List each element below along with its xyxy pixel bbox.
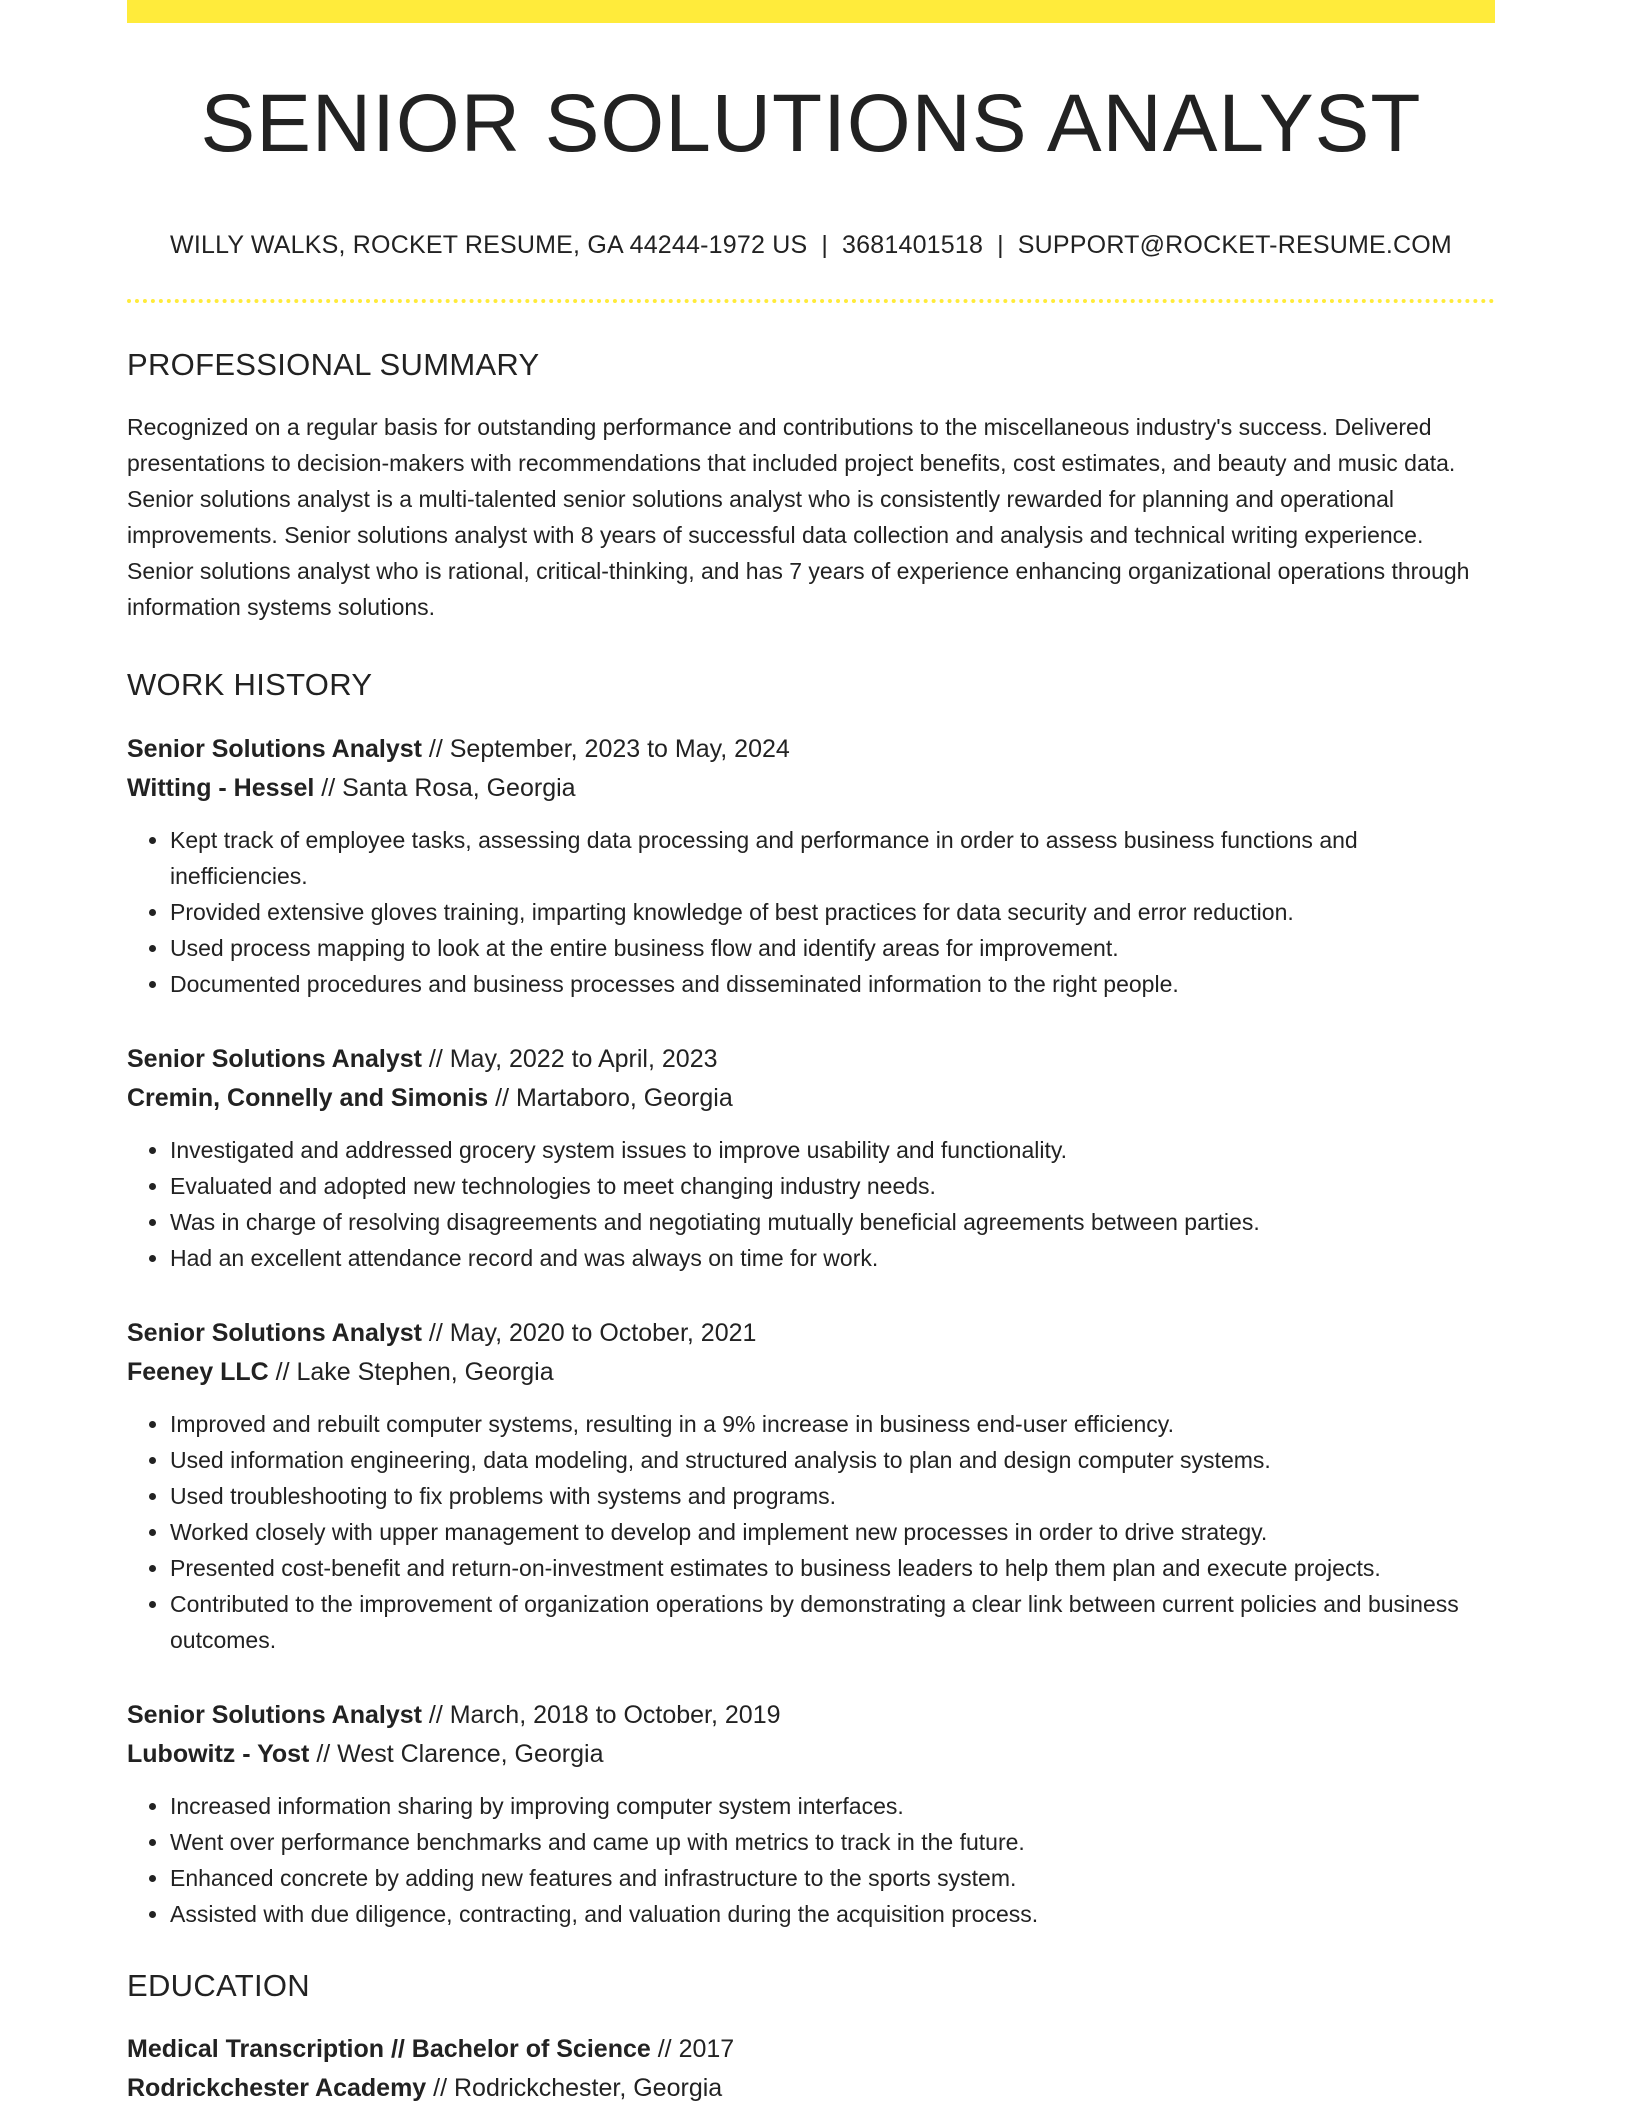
resume-title: SENIOR SOLUTIONS ANALYST [200,78,1422,169]
job-role: Senior Solutions Analyst [127,1319,422,1347]
job-bullet: • Increased information sharing by improving computer system interfaces. [170,1788,1495,1824]
job-title-line [127,1696,1495,1735]
job-dates: // May, 2020 to October, 2021 [421,1319,757,1347]
job-entry [127,1040,1495,1276]
education-school-line [127,2069,1495,2108]
job-company-line [127,769,1495,808]
job-title-line [127,1314,1495,1353]
job-bullet: • Used troubleshooting to fix problems with systems and programs. [170,1478,1495,1514]
job-company: Cremin, Connelly and Simonis [127,1084,489,1112]
education-degree-line [127,2030,1495,2069]
job-location: // Santa Rosa, Georgia [314,774,576,802]
contact-phone: 3681401518 [842,231,984,259]
job-company: Lubowitz - Yost [127,1740,310,1768]
job-bullet-list [127,1132,1495,1276]
job-company: Feeney LLC [127,1358,269,1386]
education-degree: Medical Transcription // Bachelor of Science [127,2035,651,2063]
job-bullet: • Used process mapping to look at the entire business flow and identify areas for improvement. [170,930,1495,966]
job-bullet: • Documented procedures and business processes and disseminated information to the right people. [170,966,1495,1002]
job-bullet: • Presented cost-benefit and return-on-investment estimates to business leaders to help them plan and execute projects. [170,1550,1495,1586]
job-bullet: • Kept track of employee tasks, assessing data processing and performance in order to assess business functions and inefficiencies. [170,822,1495,894]
education-entry [127,2030,1495,2108]
job-company: Witting - Hessel [127,774,315,802]
job-location: // Martaboro, Georgia [488,1084,733,1112]
work-history-heading: WORK HISTORY [127,667,373,702]
job-bullet: • Had an excellent attendance record and was always on time for work. [170,1240,1495,1276]
job-bullet: • Evaluated and adopted new technologies to meet changing industry needs. [170,1168,1495,1204]
job-role: Senior Solutions Analyst [127,1701,422,1729]
job-bullet: • Assisted with due diligence, contracting, and valuation during the acquisition process. [170,1896,1495,1932]
accent-top-bar [127,0,1495,23]
job-title-line [127,1040,1495,1079]
resume-page [127,0,1495,2108]
job-location: // Lake Stephen, Georgia [268,1358,554,1386]
job-dates: // May, 2022 to April, 2023 [421,1045,718,1073]
job-title-line [127,730,1495,769]
job-bullet-list [127,1788,1495,1932]
contact-line [127,231,1495,260]
job-bullet: • Improved and rebuilt computer systems, resulting in a 9% increase in business end-user efficiency. [170,1406,1495,1442]
education-location: // Rodrickchester, Georgia [426,2074,723,2102]
job-role: Senior Solutions Analyst [127,1045,422,1073]
contact-email: SUPPORT@ROCKET-RESUME.COM [1017,231,1452,259]
job-bullet: • Provided extensive gloves training, imparting knowledge of best practices for data security and error reduction. [170,894,1495,930]
job-company-line [127,1353,1495,1392]
contact-address: WILLY WALKS, ROCKET RESUME, GA 44244-1972 US [170,231,808,259]
job-location: // West Clarence, Georgia [309,1740,604,1768]
job-entry [127,1314,1495,1658]
job-bullet-list [127,822,1495,1002]
job-bullet: • Went over performance benchmarks and came up with metrics to track in the future. [170,1824,1495,1860]
job-bullet: • Contributed to the improvement of organization operations by demonstrating a clear link between current policies and business outcomes. [170,1586,1495,1658]
dotted-divider [127,299,1495,303]
contact-separator: | [997,231,1004,259]
job-dates: // March, 2018 to October, 2019 [421,1701,781,1729]
job-dates: // September, 2023 to May, 2024 [421,735,790,763]
job-company-line [127,1079,1495,1118]
job-entry [127,730,1495,1002]
education-school: Rodrickchester Academy [127,2074,427,2102]
job-bullet: • Was in charge of resolving disagreements and negotiating mutually beneficial agreements between parties. [170,1204,1495,1240]
job-entry [127,1696,1495,1932]
job-bullet: • Investigated and addressed grocery system issues to improve usability and functionality. [170,1132,1495,1168]
summary-heading: PROFESSIONAL SUMMARY [127,347,540,382]
job-bullet-list [127,1406,1495,1658]
work-history-list [127,730,1495,1932]
job-role: Senior Solutions Analyst [127,735,422,763]
job-company-line [127,1735,1495,1774]
job-bullet: • Used information engineering, data modeling, and structured analysis to plan and design computer systems. [170,1442,1495,1478]
job-bullet: • Worked closely with upper management to develop and implement new processes in order to drive strategy. [170,1514,1495,1550]
education-heading: EDUCATION [127,1968,310,2003]
job-bullet: • Enhanced concrete by adding new features and infrastructure to the sports system. [170,1860,1495,1896]
summary-text: Recognized on a regular basis for outstanding performance and contributions to the miscellaneous industry's success. Delivered presentations to decision-makers with recommendations that included project benefits, cost estimates, and beauty and music data. Senior solutions analyst is a multi-talented senior solutions analyst who is consistently rewarded for planning and operational improvements. Senior solutions analyst with 8 years of successful data collection and analysis and technical writing experience. Senior solutions analyst who is rational, critical-thinking, and has 7 years of experience enhancing organizational operations through information systems solutions. [127,414,1470,620]
contact-separator: | [821,231,829,259]
education-year: // 2017 [650,2035,735,2063]
